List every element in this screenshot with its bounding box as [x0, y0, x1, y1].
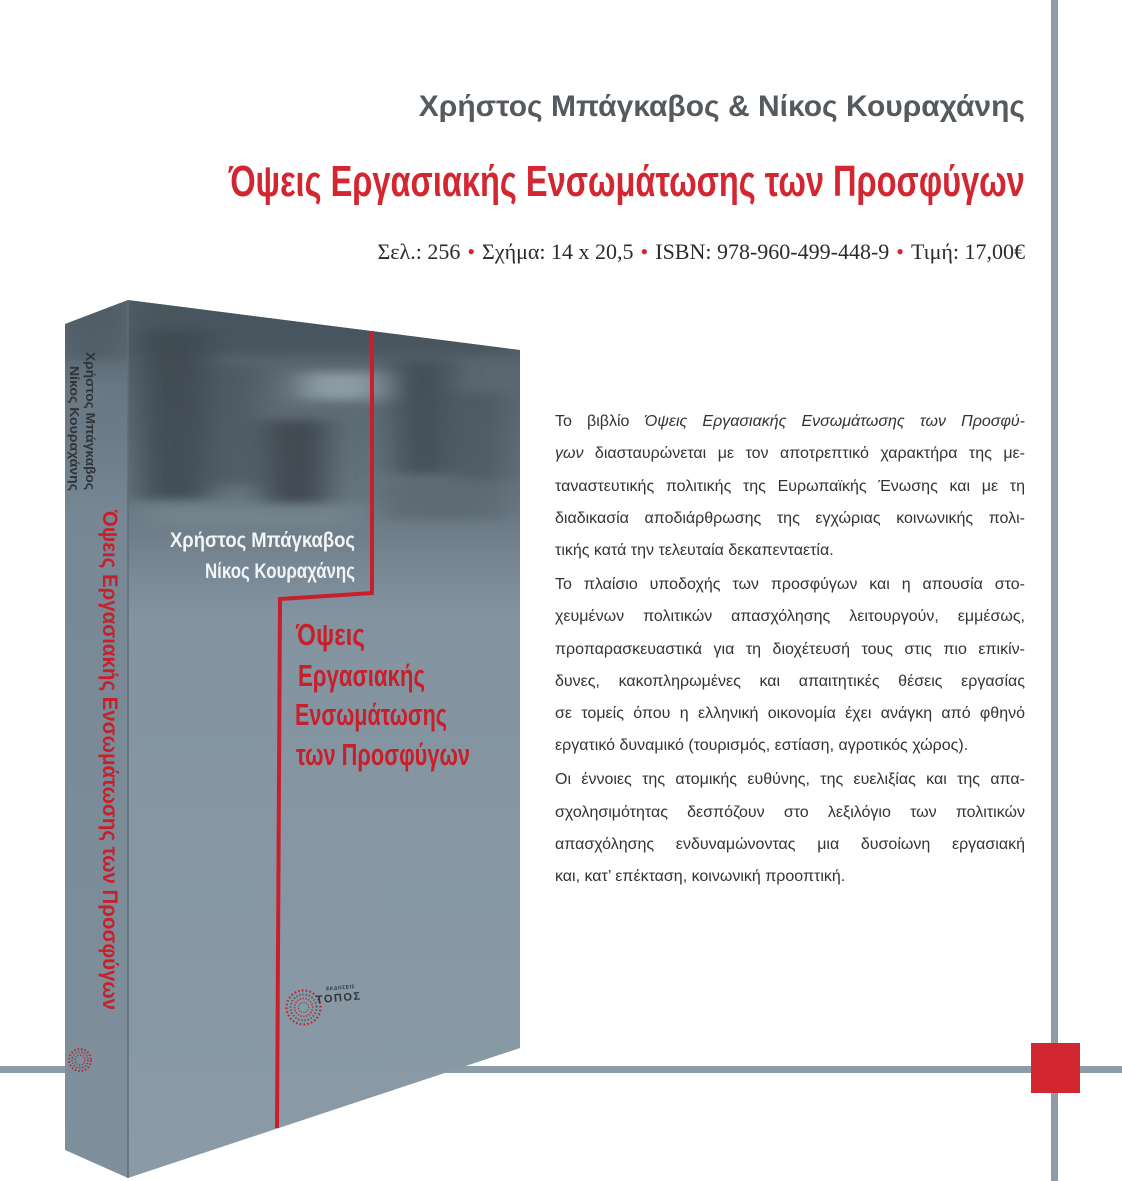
spec-separator: •: [640, 239, 649, 264]
description-line: ταναστευτικής πολιτικής της Ευρωπαϊκής Ένωσης και με τη: [555, 477, 1025, 495]
description-line: και, κατ’ επέκταση, κοινωνική προοπτική.: [555, 868, 846, 886]
description-line: απασχόλησης ενδυναμώνοντας μια δυσοίωνη εργασιακή: [555, 835, 1025, 853]
book-authors: Χρήστος Μπάγκαβος & Νίκος Κουραχάνης: [418, 90, 1025, 123]
description-line: σχολησιμότητας δεσπόζουν στο λεξιλόγιο των πολιτικών: [555, 803, 1025, 821]
spine-author-name: Νίκος Κουραχάνης: [67, 366, 82, 482]
description-line: προπαρασκευαστικά για τη διοχέτευσή τους στις πιο επικίν-: [555, 640, 1025, 658]
description-line: διαδικασία αποδιάρθρωσης της εγχώριας κοινωνικής πολι-: [555, 509, 1025, 527]
spec-pages: Σελ.: 256: [377, 239, 461, 264]
description-text: Το βιβλίο: [555, 413, 645, 430]
book-title: Όψεις Εργασιακής Ενσωμάτωσης των Προσφύγων: [228, 157, 1025, 206]
cover-author-name: Νίκος Κουραχάνης: [205, 560, 356, 583]
description-line: τικής κατά την τελευταία δεκαπενταετία.: [555, 542, 834, 560]
description-paragraph: [555, 569, 1025, 763]
publisher-name: ΤΟΠΟΣ: [315, 990, 363, 1007]
description-line: δυνες, κακοπληρωμένες και απαιτητικές θέσεις εργασίας: [555, 672, 1025, 690]
description-line: Το πλαίσιο υποδοχής των προσφύγων και η απουσία στο-: [555, 575, 1025, 593]
publisher-small-label: ΕΚΔΟΣΕΙΣ: [325, 983, 356, 993]
spec-format: Σχήμα: 14 x 20,5: [482, 239, 634, 264]
description-paragraph: [555, 764, 1025, 893]
cover-title-line: Ενσωμάτωσης: [295, 697, 447, 732]
cover-title-line: Όψεις: [295, 617, 365, 652]
book-title-italic: Όψεις Εργασιακής Ενσωμάτωσης των Προσφύ-: [644, 413, 1026, 430]
description-line: [555, 406, 1025, 438]
description-paragraph: [555, 406, 1025, 567]
spec-price: Τιμή: 17,00€: [911, 239, 1025, 264]
spec-isbn: ISBN: 978-960-499-448-9: [655, 239, 890, 264]
spine-author-name: Χρήστος Μπάγκαβος: [83, 352, 98, 483]
cover-author-name: Χρήστος Μπάγκαβος: [170, 529, 356, 552]
spine-title: Όψεις Εργασιακής Ενσωμάτωσης των Προσφύγων: [98, 510, 121, 1024]
cover-title-line: Εργασιακής: [298, 658, 425, 693]
description-text: διασταυρώνεται με τον αποτρεπτικό χαρακτήρα της με-: [583, 445, 1025, 463]
description-line: εργατικό δυναμικό (τουρισμός, εστίαση, αγροτικός χώρος).: [555, 737, 969, 755]
description-line: χευμένων πολιτικών απασχόλησης λειτουργούν, εμμέσως,: [555, 608, 1025, 626]
spec-separator: •: [896, 239, 904, 264]
description-line: [555, 438, 1025, 470]
book-description: [555, 406, 1025, 893]
description-line: Οι έννοιες της ατομικής ευθύνης, της ευελιξίας και της απα-: [555, 771, 1025, 789]
cover-title-line: των Προσφύγων: [296, 737, 470, 772]
spec-separator: •: [467, 239, 476, 264]
book-title-italic: γων: [555, 445, 584, 463]
description-line: σε τομείς όπου η ελληνική οικονομία έχει ανάγκη από φθηνό: [555, 705, 1025, 723]
